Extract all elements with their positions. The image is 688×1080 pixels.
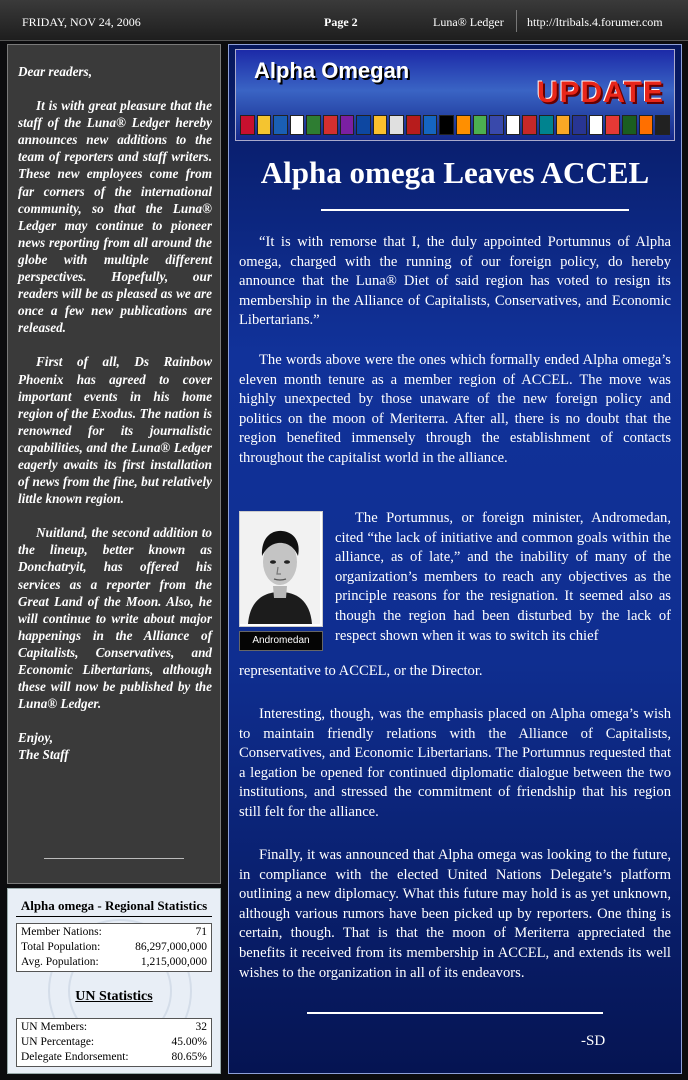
flag-icon xyxy=(556,115,571,135)
letter-salutation: Dear readers, xyxy=(18,64,92,79)
article-end-rule xyxy=(307,1012,603,1014)
stat-value: 1,215,000,000 xyxy=(140,956,207,968)
flag-icon xyxy=(473,115,488,135)
un-stats-title xyxy=(16,989,212,1005)
flag-icon xyxy=(506,115,521,135)
stat-row xyxy=(21,955,207,970)
flag-icon xyxy=(389,115,404,135)
article-panel xyxy=(228,44,682,1074)
flag-icon xyxy=(639,115,654,135)
update-banner xyxy=(235,49,675,141)
regional-stats-box xyxy=(16,923,212,972)
stat-row xyxy=(21,925,207,940)
un-stats-title-text: UN Statistics xyxy=(75,989,153,1004)
editor-letter-panel xyxy=(7,44,221,884)
publication-name: Luna® Ledger xyxy=(433,15,504,29)
stat-label: Member Nations: xyxy=(21,926,102,938)
letter-closing: Enjoy, xyxy=(18,730,54,746)
flag-icon xyxy=(406,115,421,135)
stat-label: Delegate Endorsement: xyxy=(21,1051,129,1063)
stat-row xyxy=(21,1035,207,1050)
issue-date: FRIDAY, NOV 24, 2006 xyxy=(22,15,141,29)
flag-icon xyxy=(489,115,504,135)
article-paragraph-5: Finally, it was announced that Alpha omega was looking to the future, in compliance with the elected United Nations Delegate’s platform outlining a new diplomacy. What this future may hold is as yet unknown, although various rumors have been picked up by reporters. One thing is certain, though. That is that the moon of Meriterra appreciated the benefits it received from its membership in ACCEL, and extends its well wishes to the organization in all of its endeavors. xyxy=(239,847,671,981)
portrait-caption: Andromedan xyxy=(239,631,323,651)
stat-label: Avg. Population: xyxy=(21,956,99,968)
header-divider xyxy=(516,10,517,32)
stat-label: Total Population: xyxy=(21,941,101,953)
banner-update-text: UPDATE xyxy=(536,76,664,109)
flag-icon xyxy=(356,115,371,135)
flag-icon xyxy=(340,115,355,135)
stat-value: 71 xyxy=(195,926,207,938)
flag-icon xyxy=(572,115,587,135)
stat-row xyxy=(21,940,207,955)
site-url[interactable]: http://ltribals.4.forumer.com xyxy=(527,15,663,29)
page-header xyxy=(0,0,688,41)
portrait-image xyxy=(240,512,320,624)
flag-icon xyxy=(539,115,554,135)
stat-value: 80.65% xyxy=(171,1051,207,1063)
stat-label: UN Percentage: xyxy=(21,1036,95,1048)
article-paragraph-3: The Portumnus, or foreign minister, Andromedan, cited “the lack of initiative and common goals within the alliance, as of late,” and the inability of many of the organization’s members to reach any objectives as the principle reasons for the resignation. It seemed also as though the region had been disturbed by the lack of respect shown when it was to switch its chief xyxy=(335,510,671,644)
article-paragraph-3-end: representative to ACCEL, or the Director. xyxy=(239,663,483,679)
stat-value: 45.00% xyxy=(171,1036,207,1048)
article-paragraph-4: Interesting, though, was the emphasis placed on Alpha omega’s wish to maintain friendly relations with the Alliance of Capitalists, Conservatives, and Economic Libertarians. The Portumnus requested that a legation be opened for continued diplomatic dialogue between the two institutions, and stressed the commitment of friendship that his region still felt for the alliance. xyxy=(239,706,671,820)
flag-icon xyxy=(273,115,288,135)
stat-row xyxy=(21,1020,207,1035)
stat-value: 86,297,000,000 xyxy=(135,941,207,953)
article-paragraph-1: “It is with remorse that I, the duly appointed Portumnus of Alpha omega, charged with the running of our foreign policy, do hereby announce that the Luna® Diet of said region has voted to resign its membership in the Alliance of Capitalists, Conservatives, and Economic Libertarians.” xyxy=(239,234,671,329)
flag-icon xyxy=(605,115,620,135)
letter-paragraph-3: Nuitland, the second addition to the lineup, better known as Donchatryit, has offered his services as a reporter from the Great Land of the Moon. Also, he will continue to write about major happenings in the Alliance of Capitalists, Conservatives, and Economic Libertarians, although these will now be published by the Luna® Ledger. xyxy=(18,525,212,712)
flag-icon xyxy=(373,115,388,135)
letter-paragraph-1: It is with great pleasure that the staff of the Luna® Ledger hereby announces new additions to the team of reporters and staff writers. These new employees come from far corners of the international community, so that the Luna® Ledger may continue to pioneer news reporting from all around the globe with multiple different perspectives. Hopefully, our readers will be as pleased as we are once a few new publications are released. xyxy=(18,98,212,336)
letter-paragraph-2: First of all, Ds Rainbow Phoenix has agreed to cover important events in his home region of the Exodus. The nation is renowned for its journalistic capabilities, and the Luna® Ledger eagerly awaits its first installation of news from the fine, but relatively little known region. xyxy=(18,354,212,507)
letter-divider xyxy=(44,858,184,859)
statistics-panel xyxy=(7,888,221,1074)
letter-signature: The Staff xyxy=(18,747,69,763)
page-number: Page 2 xyxy=(324,15,358,29)
flag-icon xyxy=(240,115,255,135)
andromedan-portrait xyxy=(239,511,323,627)
article-headline: Alpha omega Leaves ACCEL xyxy=(260,155,650,190)
editor-letter xyxy=(18,63,212,763)
un-stats-box xyxy=(16,1018,212,1067)
flag-icon xyxy=(257,115,272,135)
regional-stats-title: Alpha omega - Regional Statistics xyxy=(16,898,212,917)
banner-flag-strip xyxy=(240,115,670,135)
flag-icon xyxy=(655,115,670,135)
headline-rule xyxy=(321,209,629,211)
flag-icon xyxy=(622,115,637,135)
stat-value: 32 xyxy=(195,1021,207,1033)
flag-icon xyxy=(439,115,454,135)
flag-icon xyxy=(589,115,604,135)
flag-icon xyxy=(423,115,438,135)
stat-row xyxy=(21,1050,207,1065)
article-byline: -SD xyxy=(581,1033,606,1049)
flag-icon xyxy=(290,115,305,135)
banner-region-name: Alpha Omegan xyxy=(254,58,410,83)
flag-icon xyxy=(323,115,338,135)
flag-icon xyxy=(522,115,537,135)
stat-label: UN Members: xyxy=(21,1021,88,1033)
flag-icon xyxy=(456,115,471,135)
article-paragraph-2: The words above were the ones which formally ended Alpha omega’s eleven month tenure as a member region of ACCEL. The move was highly unexpected by those unaware of the new foreign policy and politics on the moon of Meriterra. After all, there is no doubt that the region benefited immensely through the establishment of contacts throughout the capitalist world in the alliance. xyxy=(239,352,671,466)
flag-icon xyxy=(306,115,321,135)
